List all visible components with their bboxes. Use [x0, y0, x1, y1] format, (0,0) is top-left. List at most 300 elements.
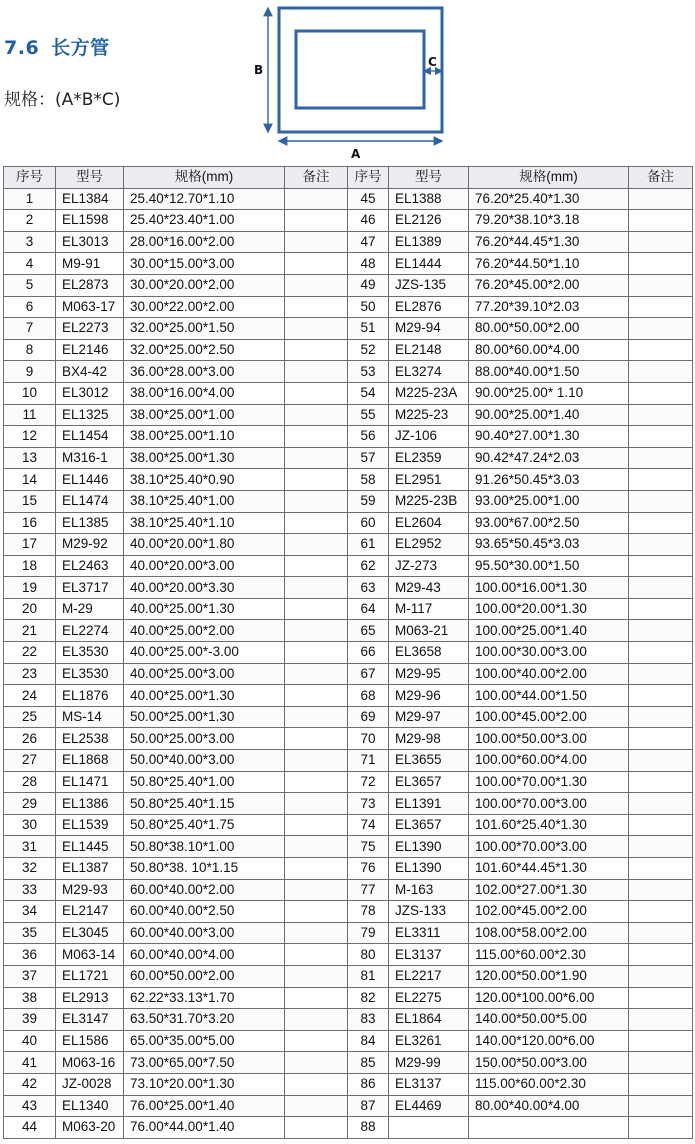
cell-model: EL3137: [389, 1073, 469, 1095]
cell-model: JZ-273: [389, 555, 469, 577]
cell-no: 3: [4, 231, 56, 253]
cell-remark: [629, 253, 693, 275]
cell-model: M29-99: [389, 1052, 469, 1074]
header-spec: 规格(mm): [469, 167, 629, 189]
cell-spec: 38.10*25.40*1.00: [124, 490, 285, 512]
header-model: 型号: [56, 167, 124, 189]
cell-spec: 100.00*60.00*4.00: [469, 750, 629, 772]
table-row: [4, 296, 693, 318]
table-row: [4, 469, 693, 491]
cell-no: 79: [348, 922, 389, 944]
cell-no: 48: [348, 253, 389, 275]
cell-remark: [629, 577, 693, 599]
cell-spec: 30.00*15.00*3.00: [124, 253, 285, 275]
cell-no: 68: [348, 685, 389, 707]
cell-spec: 65.00*35.00*5.00: [124, 1030, 285, 1052]
cell-remark: [285, 858, 348, 880]
cell-model: EL3530: [56, 663, 124, 685]
cell-no: 15: [4, 490, 56, 512]
cell-no: 71: [348, 750, 389, 772]
table-row: [4, 771, 693, 793]
table-row: [4, 1117, 693, 1139]
table-row: [4, 274, 693, 296]
cell-no: 29: [4, 793, 56, 815]
cell-no: 47: [348, 231, 389, 253]
table-row: [4, 512, 693, 534]
cell-model: EL1586: [56, 1030, 124, 1052]
cell-no: 24: [4, 685, 56, 707]
cell-remark: [629, 447, 693, 469]
cell-model: EL2147: [56, 901, 124, 923]
cell-remark: [629, 663, 693, 685]
cell-no: 35: [4, 922, 56, 944]
cell-model: EL2876: [389, 296, 469, 318]
cell-remark: [285, 361, 348, 383]
header-no: 序号: [4, 167, 56, 189]
cell-model: EL3658: [389, 642, 469, 664]
cell-no: 59: [348, 490, 389, 512]
cell-remark: [285, 534, 348, 556]
cell-spec: 30.00*22.00*2.00: [124, 296, 285, 318]
table-row: [4, 490, 693, 512]
cell-no: 81: [348, 965, 389, 987]
cell-remark: [285, 879, 348, 901]
cell-no: 11: [4, 404, 56, 426]
cell-remark: [285, 210, 348, 232]
cell-model: EL2604: [389, 512, 469, 534]
cell-spec: 100.00*70.00*3.00: [469, 836, 629, 858]
cell-spec: 25.40*23.40*1.00: [124, 210, 285, 232]
cell-model: M29-93: [56, 879, 124, 901]
cell-spec: 95.50*30.00*1.50: [469, 555, 629, 577]
cell-no: 80: [348, 944, 389, 966]
label-a: A: [351, 147, 361, 161]
cell-remark: [285, 706, 348, 728]
cell-remark: [629, 404, 693, 426]
cell-spec: 38.00*16.00*4.00: [124, 382, 285, 404]
cell-model: EL3045: [56, 922, 124, 944]
cell-no: 27: [4, 750, 56, 772]
cell-remark: [629, 1095, 693, 1117]
cell-no: 70: [348, 728, 389, 750]
cell-spec: 32.00*25.00*2.50: [124, 339, 285, 361]
cell-no: 63: [348, 577, 389, 599]
cell-no: 32: [4, 858, 56, 880]
cell-spec: 93.00*25.00*1.00: [469, 490, 629, 512]
cell-spec: 93.00*67.00*2.50: [469, 512, 629, 534]
cell-remark: [629, 922, 693, 944]
cell-model: M29-98: [389, 728, 469, 750]
cell-model: M29-94: [389, 318, 469, 340]
cell-remark: [629, 339, 693, 361]
cell-no: 38: [4, 987, 56, 1009]
cell-no: 82: [348, 987, 389, 1009]
header-remark: 备注: [629, 167, 693, 189]
cell-model: JZS-133: [389, 901, 469, 923]
cell-remark: [285, 793, 348, 815]
table-row: [4, 555, 693, 577]
cell-model: EL3261: [389, 1030, 469, 1052]
cell-no: 5: [4, 274, 56, 296]
cell-model: M29-96: [389, 685, 469, 707]
cell-spec: 100.00*16.00*1.30: [469, 577, 629, 599]
cell-remark: [285, 577, 348, 599]
table-row: [4, 210, 693, 232]
spec-format-label: 规格：(A*B*C): [4, 90, 121, 110]
cell-spec: 40.00*25.00*1.30: [124, 685, 285, 707]
rectangular-tube-diagram: [252, 2, 452, 162]
cell-no: 20: [4, 598, 56, 620]
cell-spec: 62.22*33.13*1.70: [124, 987, 285, 1009]
cell-remark: [629, 1009, 693, 1031]
cell-spec: 40.00*25.00*-3.00: [124, 642, 285, 664]
cell-model: EL1388: [389, 188, 469, 210]
cell-spec: 60.00*40.00*4.00: [124, 944, 285, 966]
cell-no: 36: [4, 944, 56, 966]
cell-model: EL1864: [389, 1009, 469, 1031]
cell-no: 40: [4, 1030, 56, 1052]
cell-model: MS-14: [56, 706, 124, 728]
cell-remark: [629, 987, 693, 1009]
cell-no: 23: [4, 663, 56, 685]
cell-model: EL3311: [389, 922, 469, 944]
cell-no: 62: [348, 555, 389, 577]
spec-table: [3, 166, 693, 1139]
cell-remark: [285, 1095, 348, 1117]
cell-model: M-29: [56, 598, 124, 620]
cell-no: 45: [348, 188, 389, 210]
cell-model: EL3137: [389, 944, 469, 966]
cell-remark: [629, 490, 693, 512]
cell-spec: 38.00*25.00*1.10: [124, 426, 285, 448]
cell-remark: [285, 1073, 348, 1095]
cell-remark: [629, 512, 693, 534]
cell-model: EL1325: [56, 404, 124, 426]
cell-model: EL1386: [56, 793, 124, 815]
cell-model: EL1391: [389, 793, 469, 815]
cell-spec: 50.00*40.00*3.00: [124, 750, 285, 772]
cell-spec: 76.00*25.00*1.40: [124, 1095, 285, 1117]
cell-spec: 79.20*38.10*3.18: [469, 210, 629, 232]
cell-spec: 100.00*25.00*1.40: [469, 620, 629, 642]
cell-spec: 60.00*40.00*2.50: [124, 901, 285, 923]
cell-remark: [285, 512, 348, 534]
cell-remark: [285, 663, 348, 685]
cell-model: EL3655: [389, 750, 469, 772]
cell-spec: 76.20*44.45*1.30: [469, 231, 629, 253]
cell-no: 16: [4, 512, 56, 534]
cell-no: 42: [4, 1073, 56, 1095]
cell-remark: [285, 598, 348, 620]
cell-no: 76: [348, 858, 389, 880]
cell-no: 39: [4, 1009, 56, 1031]
cell-no: 55: [348, 404, 389, 426]
cell-model: EL1445: [56, 836, 124, 858]
cell-spec: 90.40*27.00*1.30: [469, 426, 629, 448]
cell-spec: 76.20*45.00*2.00: [469, 274, 629, 296]
cell-spec: 40.00*20.00*3.00: [124, 555, 285, 577]
table-row: [4, 1009, 693, 1031]
cell-spec: 50.80*38.10*1.00: [124, 836, 285, 858]
cell-remark: [285, 901, 348, 923]
cell-model: [389, 1117, 469, 1139]
table-row: [4, 577, 693, 599]
cell-spec: 100.00*44.00*1.50: [469, 685, 629, 707]
cell-model: EL2951: [389, 469, 469, 491]
table-row: [4, 706, 693, 728]
cell-remark: [629, 231, 693, 253]
cell-no: 50: [348, 296, 389, 318]
cell-model: M9-91: [56, 253, 124, 275]
cell-model: EL1868: [56, 750, 124, 772]
cell-model: EL1539: [56, 814, 124, 836]
cell-no: 41: [4, 1052, 56, 1074]
cell-model: EL2913: [56, 987, 124, 1009]
cell-no: 51: [348, 318, 389, 340]
cell-model: EL3657: [389, 771, 469, 793]
cell-spec: 28.00*16.00*2.00: [124, 231, 285, 253]
cell-no: 31: [4, 836, 56, 858]
cell-model: M225-23: [389, 404, 469, 426]
table-row: [4, 534, 693, 556]
cell-remark: [629, 534, 693, 556]
cell-spec: 80.00*60.00*4.00: [469, 339, 629, 361]
cell-spec: 100.00*50.00*3.00: [469, 728, 629, 750]
cell-remark: [285, 836, 348, 858]
table-row: [4, 814, 693, 836]
cell-model: EL3530: [56, 642, 124, 664]
cell-spec: 100.00*70.00*1.30: [469, 771, 629, 793]
cell-remark: [629, 836, 693, 858]
cell-spec: 76.20*44.50*1.10: [469, 253, 629, 275]
cell-model: M29-95: [389, 663, 469, 685]
cell-model: EL1454: [56, 426, 124, 448]
cell-spec: 100.00*70.00*3.00: [469, 793, 629, 815]
cell-model: M225-23B: [389, 490, 469, 512]
cell-no: 67: [348, 663, 389, 685]
cell-spec: 30.00*20.00*2.00: [124, 274, 285, 296]
cell-spec: 60.00*50.00*2.00: [124, 965, 285, 987]
cell-spec: 90.00*25.00*1.40: [469, 404, 629, 426]
cell-model: EL2873: [56, 274, 124, 296]
table-row: [4, 361, 693, 383]
cell-no: 57: [348, 447, 389, 469]
cell-remark: [285, 814, 348, 836]
cell-remark: [629, 858, 693, 880]
table-row: [4, 188, 693, 210]
cell-remark: [629, 879, 693, 901]
cell-no: 12: [4, 426, 56, 448]
cell-model: EL2146: [56, 339, 124, 361]
cell-remark: [285, 490, 348, 512]
cell-no: 46: [348, 210, 389, 232]
cell-no: 33: [4, 879, 56, 901]
cell-remark: [285, 231, 348, 253]
cell-spec: 140.00*120.00*6.00: [469, 1030, 629, 1052]
cell-remark: [629, 685, 693, 707]
cell-no: 88: [348, 1117, 389, 1139]
table-row: [4, 750, 693, 772]
cell-model: M-163: [389, 879, 469, 901]
cell-no: 52: [348, 339, 389, 361]
cell-remark: [285, 750, 348, 772]
cell-spec: 50.00*25.00*3.00: [124, 728, 285, 750]
cell-model: EL2126: [389, 210, 469, 232]
cell-no: 53: [348, 361, 389, 383]
cell-model: M063-21: [389, 620, 469, 642]
cell-remark: [285, 728, 348, 750]
cell-remark: [285, 555, 348, 577]
cell-remark: [285, 404, 348, 426]
cell-model: EL1387: [56, 858, 124, 880]
table-row: [4, 1030, 693, 1052]
table-row: [4, 901, 693, 923]
cell-no: 21: [4, 620, 56, 642]
table-row: [4, 598, 693, 620]
cell-model: M063-20: [56, 1117, 124, 1139]
cell-spec: 32.00*25.00*1.50: [124, 318, 285, 340]
cell-model: EL1474: [56, 490, 124, 512]
cell-model: EL3274: [389, 361, 469, 383]
label-c: C: [428, 55, 437, 69]
cell-remark: [285, 1009, 348, 1031]
cell-model: EL1444: [389, 253, 469, 275]
outer-rectangle: [279, 8, 442, 132]
cell-remark: [629, 188, 693, 210]
cell-spec: 36.00*28.00*3.00: [124, 361, 285, 383]
cell-spec: 40.00*25.00*2.00: [124, 620, 285, 642]
table-row: [4, 685, 693, 707]
cell-remark: [629, 469, 693, 491]
cell-no: 2: [4, 210, 56, 232]
cell-no: 14: [4, 469, 56, 491]
table-row: [4, 836, 693, 858]
cell-remark: [285, 188, 348, 210]
section-heading: [4, 33, 110, 60]
table-row: [4, 879, 693, 901]
table-row: [4, 447, 693, 469]
table-row: [4, 922, 693, 944]
cell-no: 9: [4, 361, 56, 383]
cell-model: M063-16: [56, 1052, 124, 1074]
cell-remark: [285, 426, 348, 448]
cell-no: 54: [348, 382, 389, 404]
header-model: 型号: [389, 167, 469, 189]
cell-no: 4: [4, 253, 56, 275]
cell-remark: [629, 210, 693, 232]
cell-remark: [285, 318, 348, 340]
cell-spec: 77.20*39.10*2.03: [469, 296, 629, 318]
cell-model: EL3147: [56, 1009, 124, 1031]
cell-remark: [285, 965, 348, 987]
cell-model: EL1390: [389, 858, 469, 880]
cell-remark: [285, 1052, 348, 1074]
cell-no: 18: [4, 555, 56, 577]
cell-no: 77: [348, 879, 389, 901]
cell-model: EL1446: [56, 469, 124, 491]
cell-no: 66: [348, 642, 389, 664]
table-row: [4, 382, 693, 404]
cell-spec: 25.40*12.70*1.10: [124, 188, 285, 210]
cell-remark: [629, 728, 693, 750]
section-title: 长方管: [51, 37, 110, 59]
cell-no: 6: [4, 296, 56, 318]
cell-spec: 50.80*38. 10*1.15: [124, 858, 285, 880]
cell-spec: 102.00*45.00*2.00: [469, 901, 629, 923]
cell-model: EL3657: [389, 814, 469, 836]
cell-model: M29-92: [56, 534, 124, 556]
cell-spec: 100.00*45.00*2.00: [469, 706, 629, 728]
cell-model: EL2148: [389, 339, 469, 361]
cell-model: M063-17: [56, 296, 124, 318]
cell-model: EL1598: [56, 210, 124, 232]
cell-no: 13: [4, 447, 56, 469]
cell-remark: [285, 771, 348, 793]
cell-model: EL2952: [389, 534, 469, 556]
cell-no: 85: [348, 1052, 389, 1074]
cell-spec: 60.00*40.00*3.00: [124, 922, 285, 944]
header-no: 序号: [348, 167, 389, 189]
cell-spec: 80.00*50.00*2.00: [469, 318, 629, 340]
cell-model: EL2463: [56, 555, 124, 577]
cell-spec: 150.00*50.00*3.00: [469, 1052, 629, 1074]
cell-no: 56: [348, 426, 389, 448]
cell-no: 17: [4, 534, 56, 556]
cell-spec: 91.26*50.45*3.03: [469, 469, 629, 491]
cell-model: EL2359: [389, 447, 469, 469]
cell-remark: [629, 1030, 693, 1052]
cell-remark: [285, 1030, 348, 1052]
cell-remark: [629, 274, 693, 296]
inner-rectangle: [296, 31, 424, 108]
cell-remark: [629, 361, 693, 383]
cell-spec: 100.00*30.00*3.00: [469, 642, 629, 664]
cell-model: M316-1: [56, 447, 124, 469]
cell-spec: 93.65*50.45*3.03: [469, 534, 629, 556]
cell-no: 19: [4, 577, 56, 599]
cell-remark: [629, 771, 693, 793]
cell-model: M-117: [389, 598, 469, 620]
cell-spec: 108.00*58.00*2.00: [469, 922, 629, 944]
cell-spec: 40.00*25.00*1.30: [124, 598, 285, 620]
cell-model: EL3012: [56, 382, 124, 404]
cell-spec: 50.80*25.40*1.00: [124, 771, 285, 793]
table-row: [4, 1052, 693, 1074]
cell-spec: 40.00*25.00*3.00: [124, 663, 285, 685]
cell-spec: 40.00*20.00*3.30: [124, 577, 285, 599]
cell-spec: 73.10*20.00*1.30: [124, 1073, 285, 1095]
cell-model: M225-23A: [389, 382, 469, 404]
cell-remark: [285, 642, 348, 664]
cell-no: 60: [348, 512, 389, 534]
cell-model: M063-14: [56, 944, 124, 966]
cell-model: JZS-135: [389, 274, 469, 296]
cell-remark: [629, 944, 693, 966]
cell-remark: [629, 901, 693, 923]
cell-remark: [629, 1117, 693, 1139]
cell-no: 61: [348, 534, 389, 556]
table-row: [4, 620, 693, 642]
cell-spec: 38.00*25.00*1.00: [124, 404, 285, 426]
cell-no: 25: [4, 706, 56, 728]
cell-remark: [285, 922, 348, 944]
cell-no: 69: [348, 706, 389, 728]
table-row: [4, 318, 693, 340]
cell-model: EL1340: [56, 1095, 124, 1117]
cell-spec: 60.00*40.00*2.00: [124, 879, 285, 901]
cell-model: JZ-106: [389, 426, 469, 448]
cell-remark: [629, 1073, 693, 1095]
